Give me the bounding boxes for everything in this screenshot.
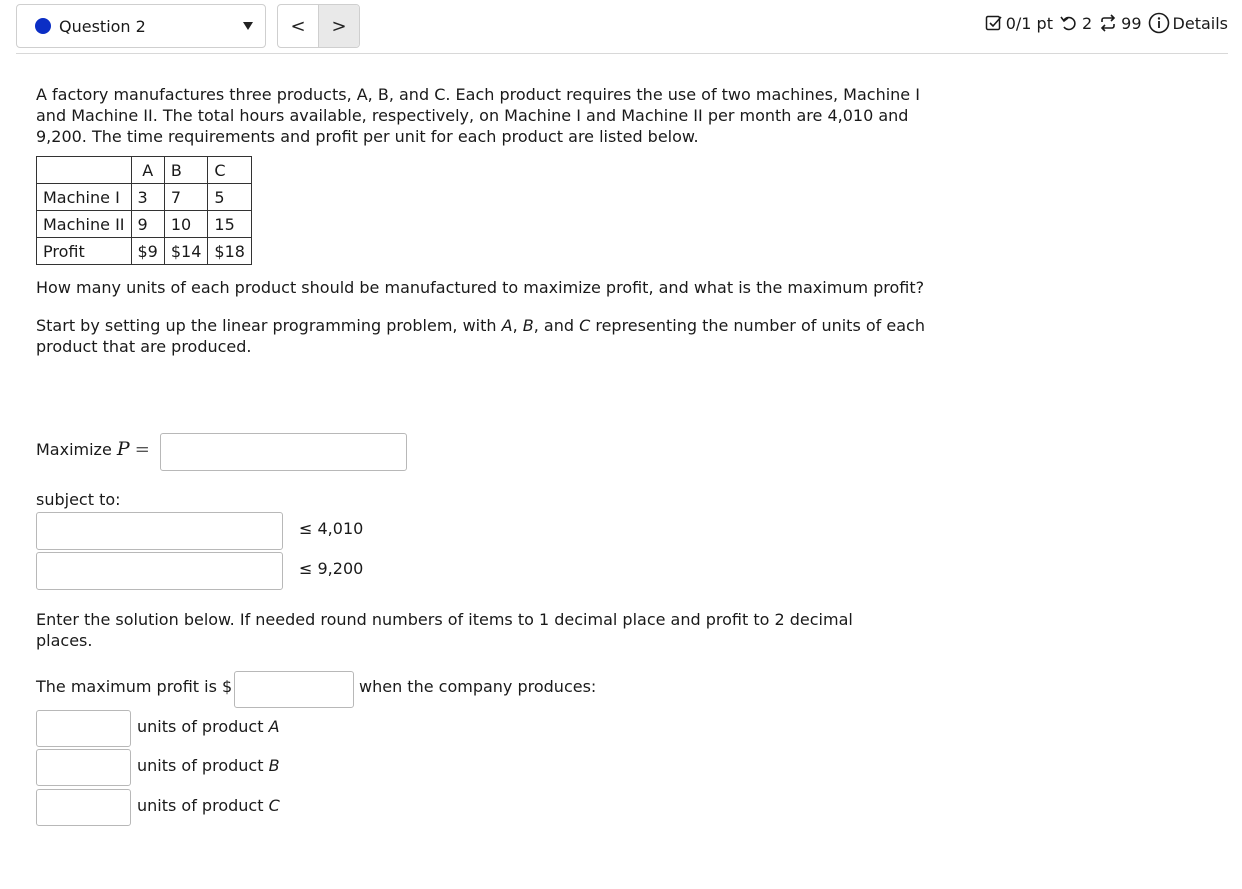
table-cell: $18 <box>208 238 252 265</box>
setup-instructions <box>36 315 926 357</box>
table-cell: $9 <box>131 238 164 265</box>
table-row <box>37 238 252 265</box>
retries-indicator <box>1059 14 1092 33</box>
attempts-count: 99 <box>1121 13 1142 33</box>
constraint-2-rhs: ≤ 9,200 <box>299 559 364 578</box>
previous-question-button[interactable] <box>278 5 318 47</box>
requirements-table <box>36 156 252 265</box>
table-cell: 15 <box>208 211 252 238</box>
next-question-button[interactable] <box>318 5 359 47</box>
product-b-name: B <box>268 756 280 775</box>
objective-label <box>36 438 150 460</box>
problem-intro: A factory manufactures three products, A, B, and C. Each product requires the use of two machines, Machine I and Machine II. The total hours available, respectively, on Machine I and Machine II per month are 4,010 and 9,200. The time requirements and profit per unit for each product are listed below. <box>36 85 920 146</box>
table-header-cell: C <box>208 157 252 184</box>
maximize-label: Maximize <box>36 440 112 459</box>
units-b-label <box>137 756 280 775</box>
question-status <box>985 12 1228 34</box>
score-indicator <box>985 14 1053 33</box>
units-prefix: units of product <box>137 717 269 736</box>
table-row-label: Machine II <box>37 211 132 238</box>
constraint-2-input[interactable] <box>36 552 283 590</box>
setup-prefix: Start by setting up the linear programming problem, with <box>36 316 502 335</box>
attempts-icon <box>1098 14 1118 32</box>
details-label: Details <box>1172 13 1228 33</box>
chevron-down-icon <box>243 22 253 30</box>
product-c-name: C <box>268 796 280 815</box>
table-cell: 10 <box>164 211 208 238</box>
chevron-left-icon: < <box>290 15 306 37</box>
units-a-input[interactable] <box>36 710 131 747</box>
checkbox-icon <box>985 14 1003 32</box>
table-header-cell: A <box>131 157 164 184</box>
table-corner-cell <box>37 157 132 184</box>
retries-count: 2 <box>1081 13 1093 33</box>
table-cell: 5 <box>208 184 252 211</box>
question-selector[interactable] <box>16 4 266 48</box>
objective-variable: P <box>116 438 130 460</box>
variable-a: A <box>501 316 513 335</box>
objective-input[interactable] <box>160 433 407 471</box>
table-row-label: Machine I <box>37 184 132 211</box>
units-c-label <box>137 796 280 815</box>
max-profit-input[interactable] <box>234 671 354 708</box>
solution-instructions: Enter the solution below. If needed round numbers of items to 1 decimal place and profit to 2 decimal places. <box>36 610 853 650</box>
score-text: 0/1 pt <box>1005 13 1053 33</box>
units-a-label <box>137 717 280 736</box>
units-prefix: units of product <box>137 796 269 815</box>
table-header-cell: B <box>164 157 208 184</box>
question-nav <box>277 4 360 48</box>
variable-b: B <box>522 316 534 335</box>
info-icon <box>1148 12 1170 34</box>
product-a-name: A <box>268 717 280 736</box>
units-prefix: units of product <box>137 756 269 775</box>
table-row <box>37 211 252 238</box>
constraint-1-input[interactable] <box>36 512 283 550</box>
profit-suffix: when the company produces: <box>359 677 597 696</box>
question-label: Question 2 <box>59 16 146 36</box>
attempts-indicator <box>1098 14 1141 33</box>
problem-body <box>36 84 926 357</box>
header-divider <box>16 53 1228 54</box>
setup-and: , and <box>533 316 580 335</box>
table-cell: 3 <box>131 184 164 211</box>
chevron-right-icon: > <box>331 15 347 37</box>
setup-suffix: representing the number of units of each product that are produced. <box>36 316 925 356</box>
table-row <box>37 184 252 211</box>
table-header-row <box>37 157 252 184</box>
question-status-dot <box>35 18 51 34</box>
table-cell: 9 <box>131 211 164 238</box>
problem-question: How many units of each product should be manufactured to maximize profit, and what is the maximum profit? <box>36 278 925 297</box>
units-c-input[interactable] <box>36 789 131 826</box>
constraint-1-rhs: ≤ 4,010 <box>299 519 364 538</box>
variable-c: C <box>579 316 591 335</box>
profit-prefix: The maximum profit is $ <box>36 677 233 696</box>
subject-to-label: subject to: <box>36 490 121 509</box>
setup-comma: , <box>512 316 523 335</box>
table-cell: 7 <box>164 184 208 211</box>
retry-icon <box>1059 14 1079 32</box>
details-button[interactable] <box>1148 12 1228 34</box>
table-cell: $14 <box>164 238 208 265</box>
table-row-label: Profit <box>37 238 132 265</box>
units-b-input[interactable] <box>36 749 131 786</box>
equals-sign: = <box>134 439 150 460</box>
